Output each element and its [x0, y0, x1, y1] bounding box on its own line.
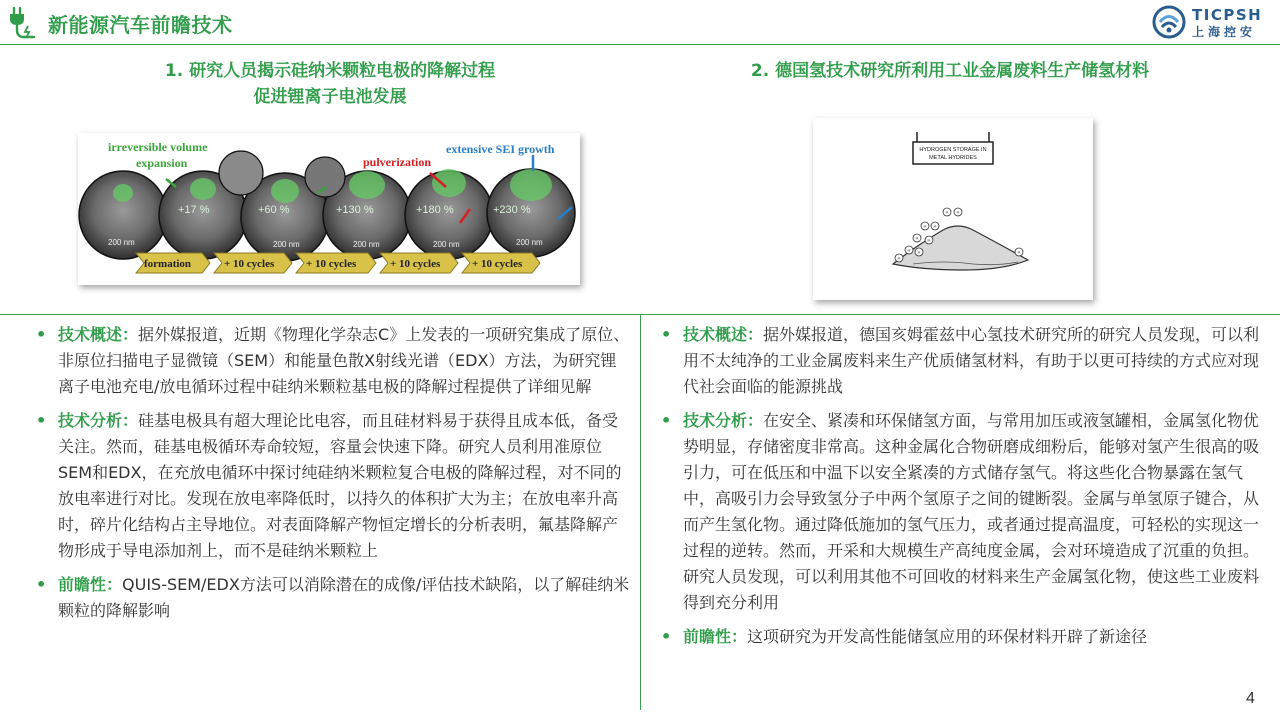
- hydrogen-atom-label: H: [917, 249, 921, 255]
- bullet-text: 在安全、紧凑和环保储氢方面，与常用加压或液氢罐相，金属氢化物优势明显，存储密度非常高。这种金属化合物研磨成细粉后，能够对氢产生很高的吸引力，可在低压和中温下以安全紧凑的方式储存氢气。将这些化合物暴露在氢气中，高吸引力会导致氢分子中两个氢原子之间的键断裂。金属与单氢原子键合，从而产生氢化物。通过降低施加的氢气压力，或者通过提高温度，可轻松的实现这一过程的逆转。然而，开采和大规模生产高纯度金属，会对环境造成了沉重的负担。研究人员发现，可以利用其他不可回收的材料来生产金属氢化物，使这些工业废料得到充分利用: [683, 411, 1260, 612]
- vertical-divider: [640, 314, 641, 710]
- company-logo: [1152, 5, 1276, 39]
- arrow-label: + 10 cycles: [472, 258, 523, 270]
- bullet-text: 硅基电极具有超大理论比电容，而且硅材料易于获得且成本低，备受关注。然而，硅基电极循环寿命较短，容量会快速下降。研究人员利用准原位SEM和EDX，在充放电循环中探讨纯硅纳米颗粒复合电极的降解过程，对不同的放电率进行对比。发现在放电率降低时，以持久的体积扩大为主；在放电率升高时，碎片化结构占主导地位。对表面降解产物恒定增长的分析表明，氟基降解产物形成于导电添加剂上，而不是硅纳米颗粒上: [58, 411, 622, 560]
- bullet-label: 技术分析：: [683, 411, 764, 430]
- particle-highlight: [271, 179, 299, 203]
- ticpsh-logo-icon: [1152, 5, 1186, 39]
- bullet-label: 前瞻性：: [683, 627, 748, 646]
- hydrogen-atom-label: H: [927, 237, 931, 243]
- bullet-dot: •: [36, 575, 47, 594]
- bullet-dot: •: [36, 325, 47, 344]
- section1-bullet-list: [30, 322, 630, 632]
- ev-charging-plug-icon: [4, 4, 38, 42]
- section2-title-line1: 2. 德国氢技术研究所利用工业金属废料生产储氢材料: [750, 61, 1150, 81]
- bullet-text: 据外媒报道，近期《物理化学杂志C》上发表的一项研究集成了原位、非原位扫描电子显微镜（SEM）和能量色散X射线光谱（EDX）方法，为研究锂离子电池充电/放电循环过程中硅纳米颗粒基电极的降解过程提供了详细见解: [58, 325, 630, 396]
- section2-bullet-list: [655, 322, 1260, 658]
- bullet-label: 技术概述：: [58, 325, 139, 344]
- bullet-dot: •: [661, 325, 672, 344]
- section1-title-line2: 促进锂离子电池发展: [253, 87, 407, 107]
- scale-label: 200 nm: [353, 240, 380, 249]
- scale-label: 200 nm: [433, 240, 460, 249]
- label-expansion: expansion: [136, 156, 188, 170]
- section1-title-line1: 1. 研究人员揭示硅纳米颗粒电极的降解过程: [164, 61, 496, 81]
- particle-highlight: [349, 171, 385, 199]
- hydrogen-atom-label: H: [933, 223, 937, 229]
- logo-text-en: TICPSH: [1192, 6, 1263, 24]
- bullet-overview: [655, 322, 1260, 400]
- arrow-label: formation: [144, 258, 192, 270]
- hydrogen-storage-figure: [813, 118, 1093, 300]
- logo-text-cn: 上海控安: [1192, 25, 1257, 39]
- hydrogen-atom-label: H: [897, 255, 901, 261]
- bullet-dot: •: [661, 627, 672, 646]
- bullet-analysis: [655, 408, 1260, 616]
- bullet-overview: [30, 322, 630, 400]
- scale-label: 200 nm: [108, 238, 135, 247]
- scale-label: 200 nm: [516, 238, 543, 247]
- hydrogen-atom-label: H: [915, 235, 919, 241]
- bullet-label: 技术概述：: [683, 325, 764, 344]
- bullet-text: QUIS-SEM/EDX方法可以消除潜在的成像/评估技术缺陷，以了解硅纳米颗粒的降解影响: [58, 575, 630, 620]
- hydrogen-atom-label: H: [956, 209, 960, 215]
- scale-label: 200 nm: [273, 240, 300, 249]
- sign-text-line2: METAL HYDRIDES: [929, 155, 977, 161]
- hydrogen-atom-label: H: [923, 223, 927, 229]
- percent-label: +60 %: [258, 204, 290, 216]
- section2-title: [700, 58, 1200, 84]
- bullet-text: 这项研究为开发高性能储氢应用的环保材料开辟了新途径: [747, 627, 1148, 646]
- silicon-degradation-diagram: [78, 133, 580, 285]
- arrow-label: + 10 cycles: [306, 258, 357, 270]
- metal-hydride-sketch: [813, 118, 1093, 300]
- page-number: 4: [1246, 690, 1255, 707]
- label-pulverization: pulverization: [363, 155, 431, 169]
- bullet-outlook: [655, 624, 1260, 650]
- hydrogen-atom-label: H: [945, 209, 949, 215]
- bullet-outlook: [30, 572, 630, 624]
- percent-label: +130 %: [336, 204, 374, 216]
- hydrogen-atom-label: H: [1017, 249, 1021, 255]
- percent-label: +17 %: [178, 204, 210, 216]
- hydrogen-atom-label: H: [907, 247, 911, 253]
- percent-label: +180 %: [416, 204, 454, 216]
- particle-highlight: [432, 169, 466, 197]
- label-sei-growth: extensive SEI growth: [446, 142, 555, 156]
- particle-highlight: [190, 178, 216, 200]
- arrow-label: + 10 cycles: [390, 258, 441, 270]
- bullet-label: 前瞻性：: [58, 575, 123, 594]
- sign-text-line1: HYDROGEN STORAGE IN: [919, 147, 987, 153]
- silicon-degradation-figure: [78, 133, 580, 285]
- slide-header: [0, 0, 1280, 45]
- particle-highlight: [113, 184, 133, 202]
- bullet-label: 技术分析：: [58, 411, 139, 430]
- sem-zoom-inset-1: [219, 151, 263, 195]
- bullet-dot: •: [661, 411, 672, 430]
- bullet-dot: •: [36, 411, 47, 430]
- bullet-analysis: [30, 408, 630, 564]
- label-irreversible-volume: irreversible volume: [108, 140, 208, 154]
- bullet-text: 据外媒报道，德国亥姆霍兹中心氢技术研究所的研究人员发现，可以利用不太纯净的工业金属废料来生产优质储氢材料，有助于以更可持续的方式应对现代社会面临的能源挑战: [683, 325, 1260, 396]
- slide-title: 新能源汽车前瞻技术: [48, 13, 233, 37]
- section1-title: [90, 58, 570, 110]
- particle-highlight: [510, 169, 552, 201]
- sem-zoom-inset-2: [305, 157, 345, 197]
- arrow-label: + 10 cycles: [224, 258, 275, 270]
- percent-label: +230 %: [493, 204, 531, 216]
